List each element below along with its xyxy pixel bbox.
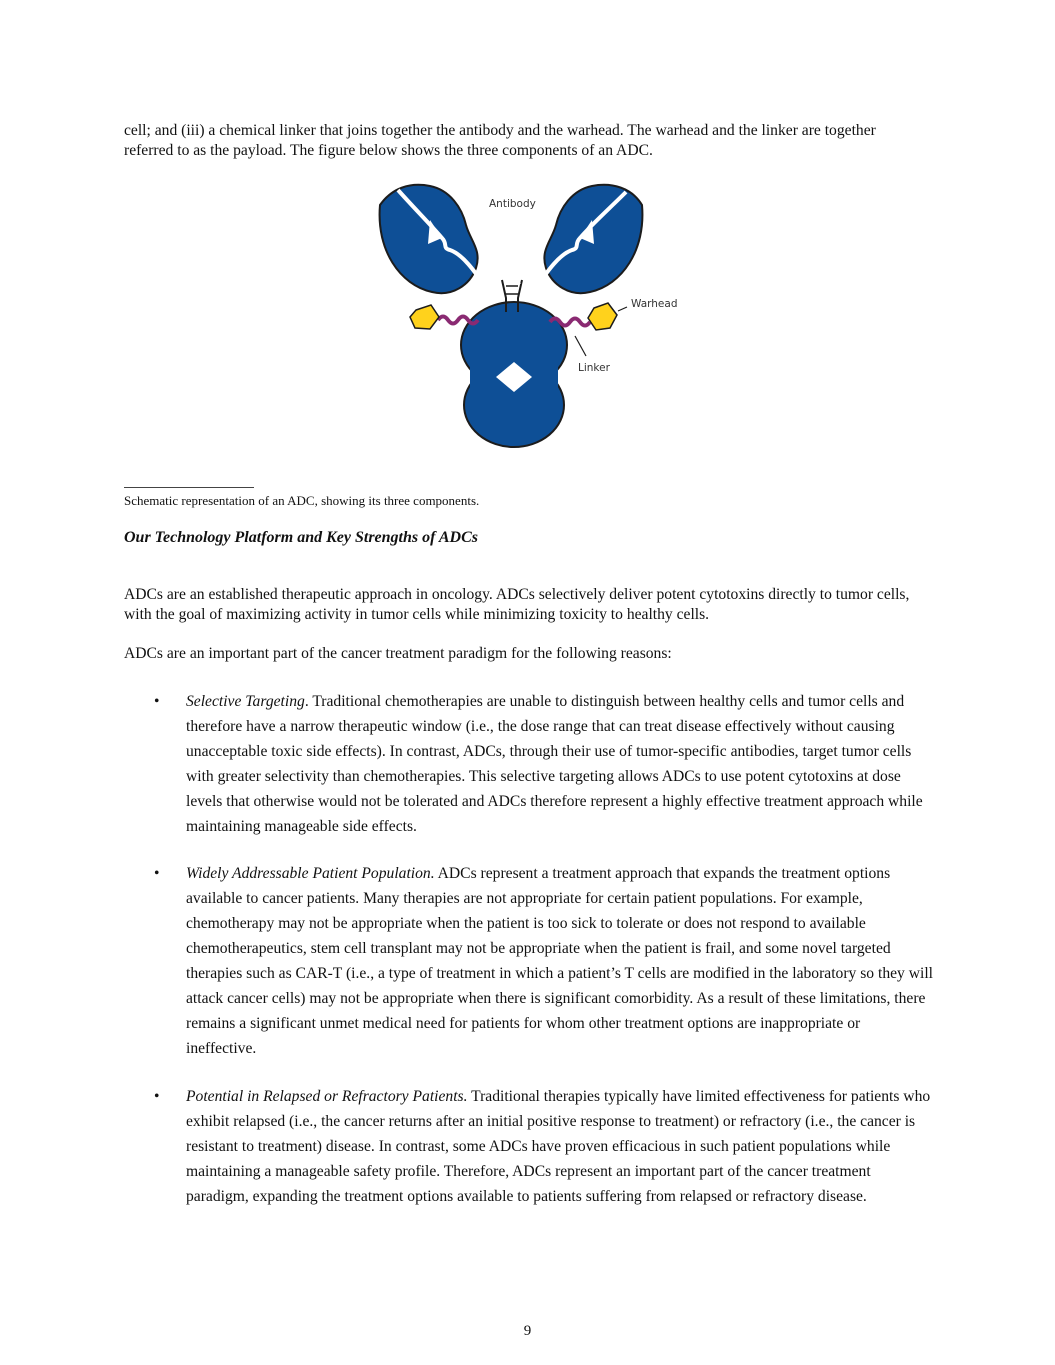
- body-paragraph: ADCs are an established therapeutic approach in oncology. ADCs selectively deliver potent cytotoxins directly to tumor cells, with the goal of maximizing activity in tumor cells while minimizing toxicity to healthy cells.: [124, 586, 910, 623]
- bullet-icon: •: [154, 1088, 160, 1105]
- list-item-term: Potential in Relapsed or Refractory Patients.: [186, 1088, 468, 1105]
- list-item-term: Widely Addressable Patient Population.: [186, 865, 435, 882]
- list-item-text: [186, 689, 934, 839]
- intro-paragraph: cell; and (iii) a chemical linker that joins together the antibody and the warhead. The warhead and the linker are together referred to as the payload. The figure below shows the three components of an ADC.: [124, 122, 876, 159]
- warhead-label: Warhead: [631, 298, 678, 310]
- body-paragraph: ADCs are an important part of the cancer treatment paradigm for the following reasons:: [124, 645, 672, 662]
- adc-schematic: [370, 180, 690, 455]
- list-item: [124, 861, 934, 1084]
- antibody-label: Antibody: [489, 198, 536, 210]
- warhead-left: [410, 305, 439, 329]
- list-item-text: [186, 1084, 934, 1209]
- list-item-body: ADCs represent a treatment approach that expands the treatment options available to cancer patients. Many therapies are not appropriate for certain patient populations. For example, chemotherapy may not be appropriate when the patient is too sick to tolerate or does not respond to available chemotherapeutics, stem cell transplant may not be appropriate when the patient is frail, and some novel targeted therapies such as CAR-T (i.e., a type of treatment in which a patient’s T cells are modified in the laboratory so they will attack cancer cells) may not be appropriate when there is significant comorbidity. As a result of these limitations, there remains a significant unmet medical need for patients for whom other treatment options are inappropriate or ineffective.: [186, 865, 933, 1057]
- warhead-right: [588, 303, 617, 330]
- list-item-text: [186, 861, 934, 1061]
- list-item-body: Traditional therapies typically have limited effectiveness for patients who exhibit relapsed (i.e., the cancer returns after an initial positive response to treatment) or refractory (i.e., the cancer is resistant to treatment) disease. In contrast, some ADCs have proven efficacious in such patient populations while maintaining a manageable safety profile. Therefore, ADCs represent an important part of the cancer treatment paradigm, expanding the treatment options available to patients suffering from relapsed or refractory disease.: [186, 1088, 931, 1205]
- list-item: [124, 1084, 934, 1209]
- list-item-body: . Traditional chemotherapies are unable to distinguish between healthy cells and tumor cells and therefore have a narrow therapeutic window (i.e., the dose range that can treat disease effectively without causing unacceptable toxic side effects). In contrast, ADCs, through their use of tumor-specific antibodies, target tumor cells with greater selectivity than chemotherapies. This selective targeting allows ADCs to use potent cytotoxins at dose levels that otherwise would not be tolerated and ADCs therefore represent a highly effective treatment approach while maintaining manageable side effects.: [186, 693, 923, 835]
- figure-caption: Schematic representation of an ADC, showing its three components.: [124, 493, 480, 508]
- reasons-list: [124, 689, 934, 1209]
- warhead-leader-line: [618, 307, 627, 311]
- adc-figure: [370, 180, 690, 455]
- page-number: 9: [523, 1323, 532, 1339]
- list-item: [124, 689, 934, 861]
- linker-label: Linker: [578, 362, 610, 374]
- caption-divider: [124, 487, 254, 488]
- list-item-term: Selective Targeting: [186, 693, 305, 710]
- antibody-left-arm: [380, 185, 486, 293]
- bullet-icon: •: [154, 693, 160, 710]
- antibody-right-arm: [536, 185, 642, 293]
- linker-leader-line: [575, 336, 586, 356]
- bullet-icon: •: [154, 865, 160, 882]
- section-heading: Our Technology Platform and Key Strengths of ADCs: [124, 529, 478, 546]
